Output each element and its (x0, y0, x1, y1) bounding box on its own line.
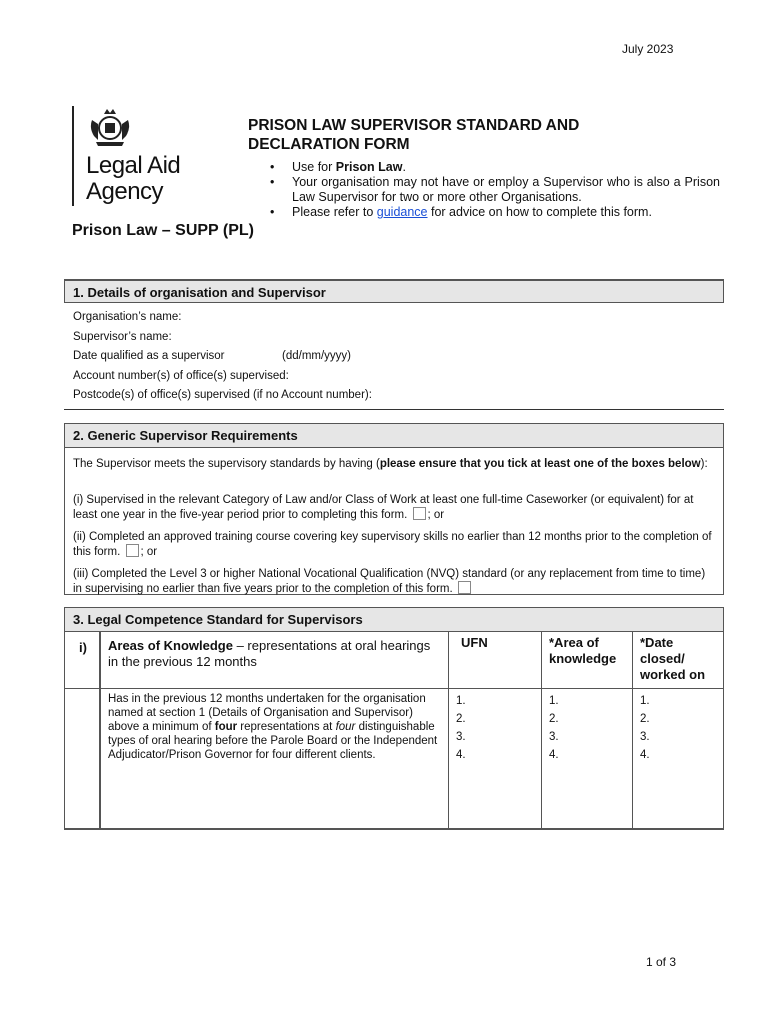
section2-box (64, 423, 724, 595)
option3-checkbox[interactable] (458, 581, 471, 594)
section3-header: 3. Legal Competence Standard for Supervisors (65, 608, 723, 632)
instructions-list (270, 160, 720, 220)
date-qualified-field[interactable]: Date qualified as a supervisor (73, 350, 225, 362)
guidance-link[interactable]: guidance (376, 205, 428, 219)
list-item[interactable]: 1. (456, 695, 466, 707)
logo-text-line2: Agency (86, 178, 164, 205)
list-item[interactable]: 4. (549, 749, 559, 761)
royal-crest-icon (86, 106, 134, 148)
postcodes-field[interactable]: Postcode(s) of office(s) supervised (if no Account number): (73, 389, 372, 401)
areas-of-knowledge-heading: Areas of Knowledge – representations at oral hearings in the previous 12 months (108, 638, 431, 669)
date-format-hint: (dd/mm/yyyy) (282, 350, 351, 362)
page-number: 1 of 3 (646, 955, 677, 969)
list-item[interactable]: 2. (549, 713, 559, 725)
document-date: July 2023 (622, 42, 674, 56)
section2-header: 2. Generic Supervisor Requirements (65, 424, 723, 448)
section2-intro: The Supervisor meets the supervisory standards by having (please ensure that you tick at least one of the boxes below): (73, 458, 708, 470)
logo-text-line1: Legal Aid (86, 152, 181, 179)
ufn-entries[interactable] (456, 692, 466, 764)
list-item[interactable]: 2. (456, 713, 466, 725)
list-item[interactable]: 1. (549, 695, 559, 707)
org-name-field[interactable]: Organisation’s name: (73, 311, 182, 323)
column-ufn: UFN (461, 635, 488, 650)
list-item[interactable]: 3. (640, 731, 650, 743)
list-item[interactable]: 1. (640, 695, 650, 707)
form-title: PRISON LAW SUPERVISOR STANDARD AND DECLARATION FORM (248, 117, 580, 153)
list-item[interactable]: 3. (456, 731, 466, 743)
area-entries[interactable] (549, 692, 559, 764)
option1-checkbox[interactable] (413, 507, 426, 520)
section2-option1: (i) Supervised in the relevant Category of Law and/or Class of Work at least one full-time Caseworker (or equivalent) for at least one year in the five-year period prior to completing this form. ; or (73, 494, 694, 521)
list-item[interactable]: 4. (456, 749, 466, 761)
account-numbers-field[interactable]: Account number(s) of office(s) supervised: (73, 370, 289, 382)
section3-table (64, 607, 724, 830)
section2-option3: (iii) Completed the Level 3 or higher National Vocational Qualification (NVQ) standard (or any replacement from time to time) in supervising no earlier than five years prior to the completion of this form. (73, 568, 706, 595)
form-subtitle: Prison Law – SUPP (PL) (72, 222, 254, 239)
section1-header: 1. Details of organisation and Supervisor (64, 279, 724, 303)
date-entries[interactable] (640, 692, 650, 764)
row-label: i) (79, 640, 87, 655)
section1-body (64, 306, 724, 410)
section2-option2: (ii) Completed an approved training course covering key supervisory skills no earlier than 12 months prior to the completion of this form. ; or (73, 531, 712, 558)
list-item[interactable]: 4. (640, 749, 650, 761)
column-date-closed: *Date closed/ worked on (640, 635, 706, 682)
list-item[interactable]: 2. (640, 713, 650, 725)
instruction-item: • Your organisation may not have or employ a Supervisor who is also a Prison Law Supervisor for two or more other Organisations. (270, 175, 720, 205)
option2-checkbox[interactable] (126, 544, 139, 557)
instruction-item: • Please refer to guidance for advice on how to complete this form. (270, 205, 720, 220)
column-area-of-knowledge: *Area of knowledge (549, 635, 617, 666)
requirement-description: Has in the previous 12 months undertaken for the organisation named at section 1 (Details of Organisation and Supervisor) above a minimum of four representations at four distinguishable types of oral hearing before the Parole Board or the Independent Adjudicator/Prison Governor for four different clients. (108, 693, 438, 761)
legal-aid-agency-logo (72, 106, 222, 206)
instruction-item: • Use for Prison Law. (270, 160, 720, 175)
supervisor-name-field[interactable]: Supervisor’s name: (73, 331, 172, 343)
list-item[interactable]: 3. (549, 731, 559, 743)
